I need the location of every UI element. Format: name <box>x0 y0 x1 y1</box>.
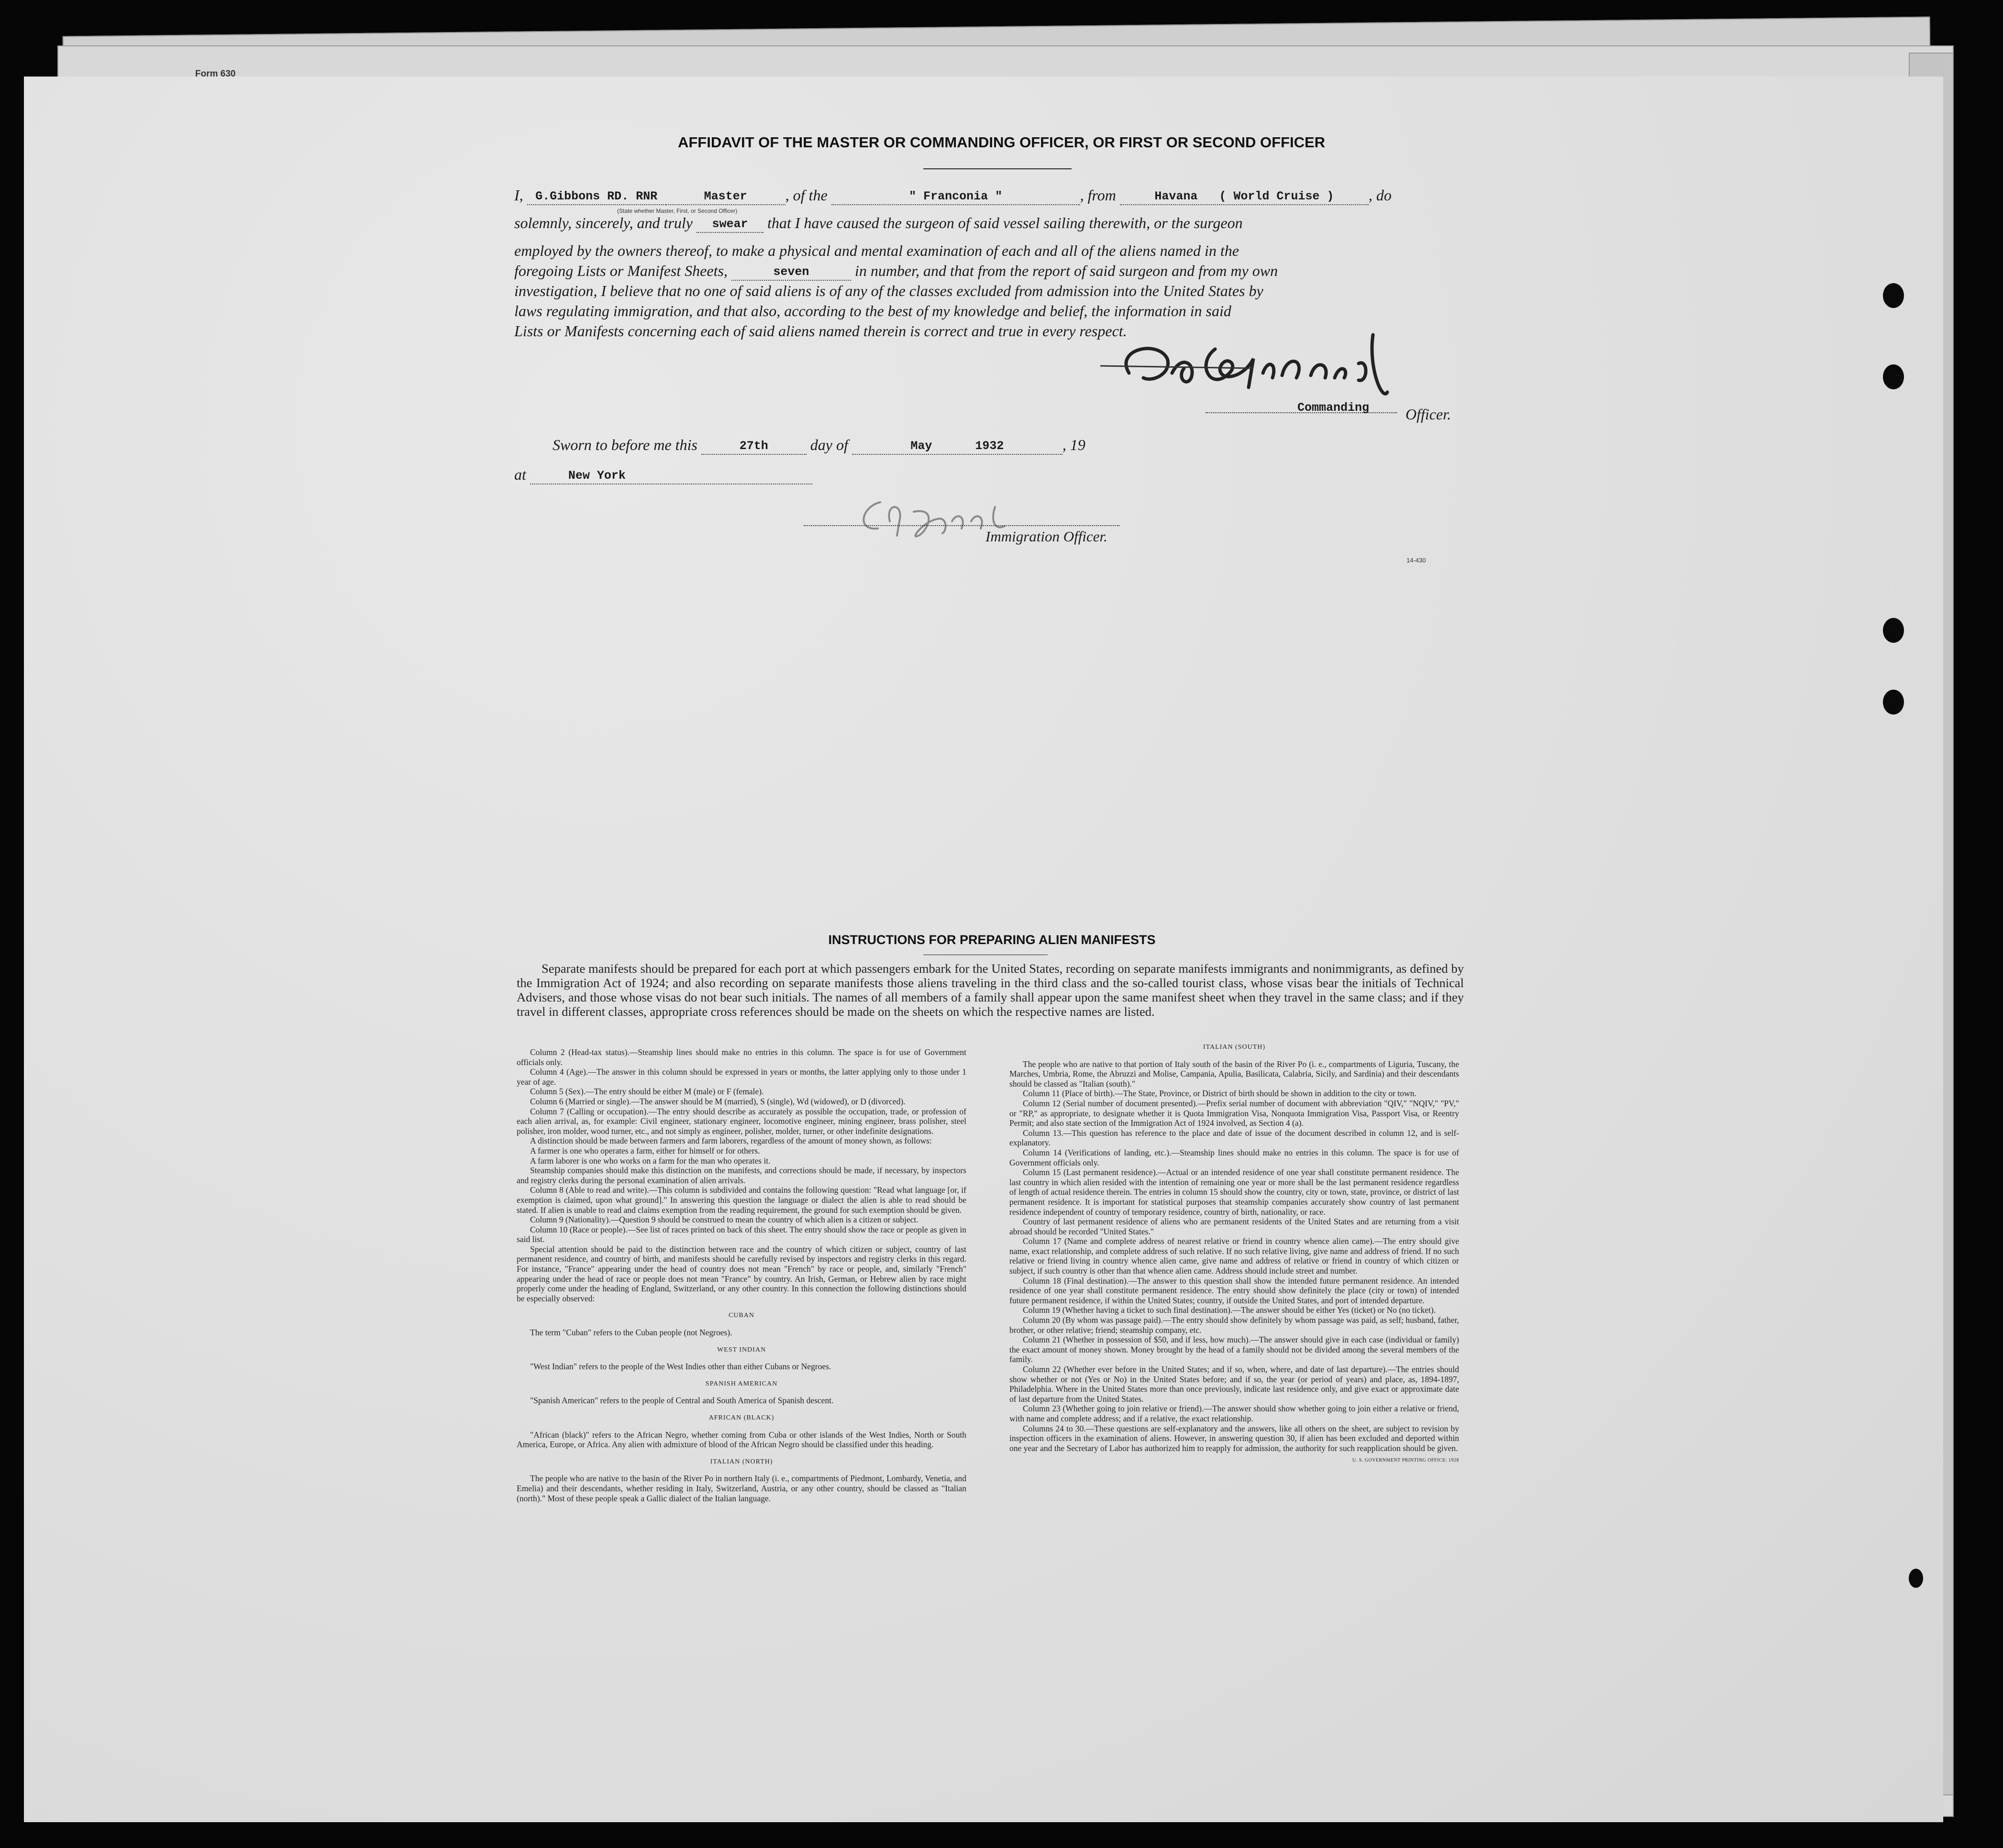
officer-name-field: G.Gibbons RD. RNR <box>527 190 666 205</box>
form-code: 14-430 <box>1406 557 1426 564</box>
instruction-paragraph: Column 4 (Age).—The answer in this column should be expressed in years or months, the latter applying only to those under 1 year of age. <box>517 1067 966 1087</box>
instruction-paragraph: Column 12 (Serial number of document presented).—Prefix serial number of document with abbreviation "QIV," "NQIV," "PV," or "RP," as appropriate, to designate whether it is Quota Immigration Visa, Nonquota Immigration Visa, Passport Visa, or Reentry Permit; and also state section of the Immigration Act of 1924 involved, as Section 4 (a). <box>1009 1098 1459 1128</box>
affidavit-line-5: investigation, I believe that no one of said aliens is of any of the classes excluded from admission into the United States by <box>514 282 1263 299</box>
subsection-text: The term "Cuban" refers to the Cuban people (not Negroes). <box>530 1328 732 1338</box>
rank-note: (State whether Master, First, or Second Officer) <box>617 208 738 214</box>
immigration-officer-label: Immigration Officer. <box>985 528 1107 545</box>
subsection-heading: ITALIAN (SOUTH) <box>1203 1044 1266 1051</box>
affidavit-line-2: solemnly, sincerely, and truly swear that I have caused the surgeon of said vessel sailing therewith, or the surgeon <box>514 214 1464 233</box>
officer-word: Officer. <box>1405 406 1451 423</box>
subsection-heading: AFRICAN (BLACK) <box>708 1414 775 1421</box>
binder-hole <box>1909 1569 1923 1588</box>
affidavit-line-3: employed by the owners thereof, to make a physical and mental examination of each and all of the aliens named in the <box>514 242 1239 259</box>
day-field: 27th <box>701 440 807 455</box>
printing-office-line <box>1009 1454 1459 1466</box>
instruction-paragraph: Column 19 (Whether having a ticket to such final destination).—The answer should be either Yes (ticket) or No (no ticket). <box>1023 1305 1436 1315</box>
instruction-paragraph: Column 6 (Married or single).—The answer should be M (married), S (single), Wd (widowed), or D (divorced). <box>530 1096 906 1106</box>
instruction-paragraph: Column 23 (Whether going to join relative or friend).—The answer should show whether going to join either a relative or friend, with name and complete address; and if a relative, the exact relationship. <box>1009 1404 1459 1423</box>
instruction-paragraph: Country of last permanent residence of aliens who are permanent residents of the United States and are returning from a visit abroad should be recorded "United States." <box>1009 1217 1459 1236</box>
signer-title: Commanding <box>1297 401 1370 415</box>
instruction-paragraph: Column 22 (Whether ever before in the United States; and if so, when, where, and date of last departure).—The entries should show whether or not (Yes or No) in the United States before; and if so, the year (or period of years) and place, as, 1894-1897, Philadelphia. Where in the United States more than once previously, indicate last residence only, and give exact or approximate date of last departure from the United States. <box>1009 1364 1459 1404</box>
instruction-paragraph: Column 13.—This question has reference to the place and date of issue of the document described in column 12, and is self-explanatory. <box>1009 1128 1459 1148</box>
subsection-text: "West Indian" refers to the people of the West Indies other than either Cubans or Negroes. <box>530 1362 831 1372</box>
instruction-paragraph: Columns 24 to 30.—These questions are self-explanatory and the answers, like all others on the sheet, are subject to revision by inspection officers in the examination of aliens. However, in answering question 30, if alien has been excluded and deported within one year and the Secretary of Labor has authorized him to reapply for admission, the authority for such reapplication should be given. <box>1009 1423 1459 1453</box>
subsection-text: "African (black)" refers to the African Negro, whether coming from Cuba or other islands of the West Indies, North or South America, Europe, or Africa. Any alien with admixture of blood of the African Negro should be classified under this heading. <box>517 1430 966 1450</box>
instruction-paragraph: Column 18 (Final destination).—The answer to this question shall show the intended future permanent residence. An intended residence of one year shall constitute permanent residence. The entry should show definitely the place (city or town) of intended future permanent residence, if within the United States; country, if outside the United States, and port of intended departure. <box>1009 1276 1459 1305</box>
subsection-heading: SPANISH AMERICAN <box>705 1380 778 1387</box>
affidavit-line-6: laws regulating immigration, and that also, according to the best of my knowledge and belief, the information in said <box>514 302 1231 319</box>
binder-hole <box>1883 690 1904 715</box>
instruction-paragraph: Column 8 (Able to read and write).—This column is subdivided and contains the following question: "Read what language [or, if exemption is claimed, upon what ground]." In answering this question the language or dialect the alien is able to read should be stated. If alien is unable to read and claims exemption from the reading requirement, the ground for such exemption should be given. <box>517 1185 966 1215</box>
instruction-paragraph: Column 5 (Sex).—The entry should be either M (male) or F (female). <box>530 1087 764 1097</box>
origin-field: Havana ( World Cruise ) <box>1120 190 1369 205</box>
place-field: New York <box>530 470 812 484</box>
instruction-paragraph: Column 10 (Race or people).—See list of races printed on back of this sheet. The entry should show the race or people as given in said list. <box>517 1224 966 1244</box>
instruction-paragraph: A farmer is one who operates a farm, either for himself or for others. <box>530 1145 760 1155</box>
instruction-paragraph: Column 2 (Head-tax status).—Steamship lines should make no entries in this column. The space is for use of Government officials only. <box>517 1047 966 1067</box>
sheets-count-field: seven <box>731 266 851 281</box>
instruction-paragraph: Column 7 (Calling or occupation).—The entry should describe as accurately as possible the occupation, trade, or profession of each alien arrival, as, for example: Civil engineer, stationary engineer, locomotive engineer, mining engineer, brass polisher, steel polisher, iron molder, wood turner, etc., and not simply as engineer, polisher, molder, turner, or other indefinite designations. <box>517 1106 966 1136</box>
affidavit-title: AFFIDAVIT OF THE MASTER OR COMMANDING OFFICER, OR FIRST OR SECOND OFFICER <box>677 134 1326 151</box>
rank-field: Master <box>666 190 786 205</box>
month-year-field: May 1932 <box>852 440 1062 455</box>
affidavit-line-1: I, G.Gibbons RD. RNR Master , of the " Franconia " , from Havana ( World Cruise ) , do <box>514 187 1464 205</box>
subsection-text: The people who are native to the basin of the River Po in northern Italy (i. e., compartments of Piedmont, Lombardy, Venetia, and Emelia) and their descendants, whether residing in Italy, Switzerland, Austria, or any other country, should be classed as "Italian (north)." Most of these people speak a Gallic dialect of the Italian language. <box>517 1474 966 1503</box>
instruction-paragraph: Column 14 (Verifications of landing, etc.).—Steamship lines should make no entries in this column. The space is for use of Government officials only. <box>1009 1147 1459 1167</box>
instruction-paragraph: Steamship companies should make this distinction on the manifests, and corrections should be made, if necessary, by inspectors and registry clerks during the personal examination of alien arrivals. <box>517 1166 966 1185</box>
sworn-line: Sworn to before me this 27th day of May 1932 , 19 <box>553 436 1502 455</box>
place-line: at New York <box>514 466 1464 484</box>
immigration-signature-line <box>804 525 1119 526</box>
instruction-paragraph: A farm laborer is one who works on a farm for the man who operates it. <box>530 1155 771 1166</box>
instruction-paragraph: Column 21 (Whether in possession of $50, and if less, how much).—The answer should give in each case (individual or family) the exact amount of money shown. Money brought by the head of a family should not be divided among the several members of the family. <box>1009 1335 1459 1364</box>
subsection-text: "Spanish American" refers to the people of Central and South America of Spanish descent. <box>530 1396 834 1406</box>
subsection-heading: CUBAN <box>728 1312 754 1320</box>
instruction-paragraph: The people who are native to that portion of Italy south of the basin of the River Po (i. e., compartments of Liguria, Tuscany, the Marches, Umbria, Rome, the Abruzzi and Molise, Campania, Apulia, Basilicata, Calabria, Sicily, and Sardinia) and their descendants should be classed as "Italian (south)." <box>1009 1059 1459 1089</box>
instruction-paragraph: Column 17 (Name and complete address of nearest relative or friend in country whence alien came).—The entry should give name, exact relationship, and complete address of such relative. If no such relative living, give name and address of friend. If no such relative or friend living in country whence alien came, give name and address of relative or friend in country of which citizen or subject, if such country is other than that whence alien came. Address should include street and number. <box>1009 1236 1459 1276</box>
instruction-paragraph: Column 11 (Place of birth).—The State, Province, or District of birth should be shown in addition to the city or town. <box>1023 1089 1416 1099</box>
binder-hole <box>1883 283 1904 308</box>
instructions-intro: Separate manifests should be prepared for each port at which passengers embark for the United States, recording on separate manifests immigrants and nonimmigrants, as defined by the Immigration Act of 1924; and also recording on separate manifests those aliens traveling in the third class and the so-called tourist class, whose visas bear the initials of Technical Advisers, and those whose visas do not bear such initials. The names of all members of a family shall appear upon the same manifest sheet when they travel in the same class; and if they travel in different classes, appropriate cross references should be made on the sheets on which the respective names are listed. <box>517 961 1464 1019</box>
master-signature <box>1100 320 1483 407</box>
form-number: Form 630 <box>195 69 236 79</box>
affidavit-line-4: foregoing Lists or Manifest Sheets, seven in number, and that from the report of said surgeon and from my own <box>514 262 1464 281</box>
subsection-heading: WEST INDIAN <box>717 1346 766 1353</box>
oath-field: swear <box>697 218 764 233</box>
instruction-paragraph: A distinction should be made between farmers and farm laborers, regardless of the amount of money shown, as follows: <box>530 1136 932 1146</box>
right-instructions-column <box>1009 1043 1459 1466</box>
binder-hole <box>1883 364 1904 389</box>
left-instructions-column <box>517 1047 966 1503</box>
binder-hole <box>1883 618 1904 643</box>
instruction-paragraph: Column 9 (Nationality).—Question 9 should be construed to mean the country of which alien is a citizen or subject. <box>530 1215 919 1225</box>
vessel-field: " Franconia " <box>831 190 1080 205</box>
instruction-paragraph: Column 20 (By whom was passage paid).—The entry should show definitely by whom passage was paid, as self; husband, father, brother, or other relative; friend; steamship company, etc. <box>1009 1315 1459 1335</box>
title-rule <box>923 168 1072 169</box>
instruction-paragraph: Column 15 (Last permanent residence).—Actual or an intended residence of one year shall constitute permanent residence. The last country in which alien resided with the intention of remaining one year or more shall be the last permanent residence regardless of length of actual residence therein. The entries in column 15 should show the country, city or town, state, province, or district of last permanent residence. It is important for statistical purposes that steamship companies accurately show country of last permanent residence independent of country of temporary residence, country of birth, nationality, or race. <box>1009 1167 1459 1217</box>
affidavit-line-7: Lists or Manifests concerning each of said aliens named therein is correct and true in every respect. <box>514 322 1127 340</box>
subsection-heading: ITALIAN (NORTH) <box>710 1458 773 1465</box>
printing-office: U. S. GOVERNMENT PRINTING OFFICE: 1928 <box>1352 1458 1459 1463</box>
instruction-paragraph: Special attention should be paid to the distinction between race and the country of which citizen or subject, country of last permanent residence, and country of birth, and manifests should be carefully revised by inspectors and registry clerks in this regard. For instance, "France" appearing under the head of country does not mean "French" by race or people, and, similarly "French" appearing under the head of race or people does not mean "France" by country. An Irish, German, or Hebrew alien by race might properly come under the heading of England, Switzerland, or any other country. In this connection the following distinctions should be especially observed: <box>517 1244 966 1303</box>
instructions-title: INSTRUCTIONS FOR PREPARING ALIEN MANIFESTS <box>828 933 1156 947</box>
